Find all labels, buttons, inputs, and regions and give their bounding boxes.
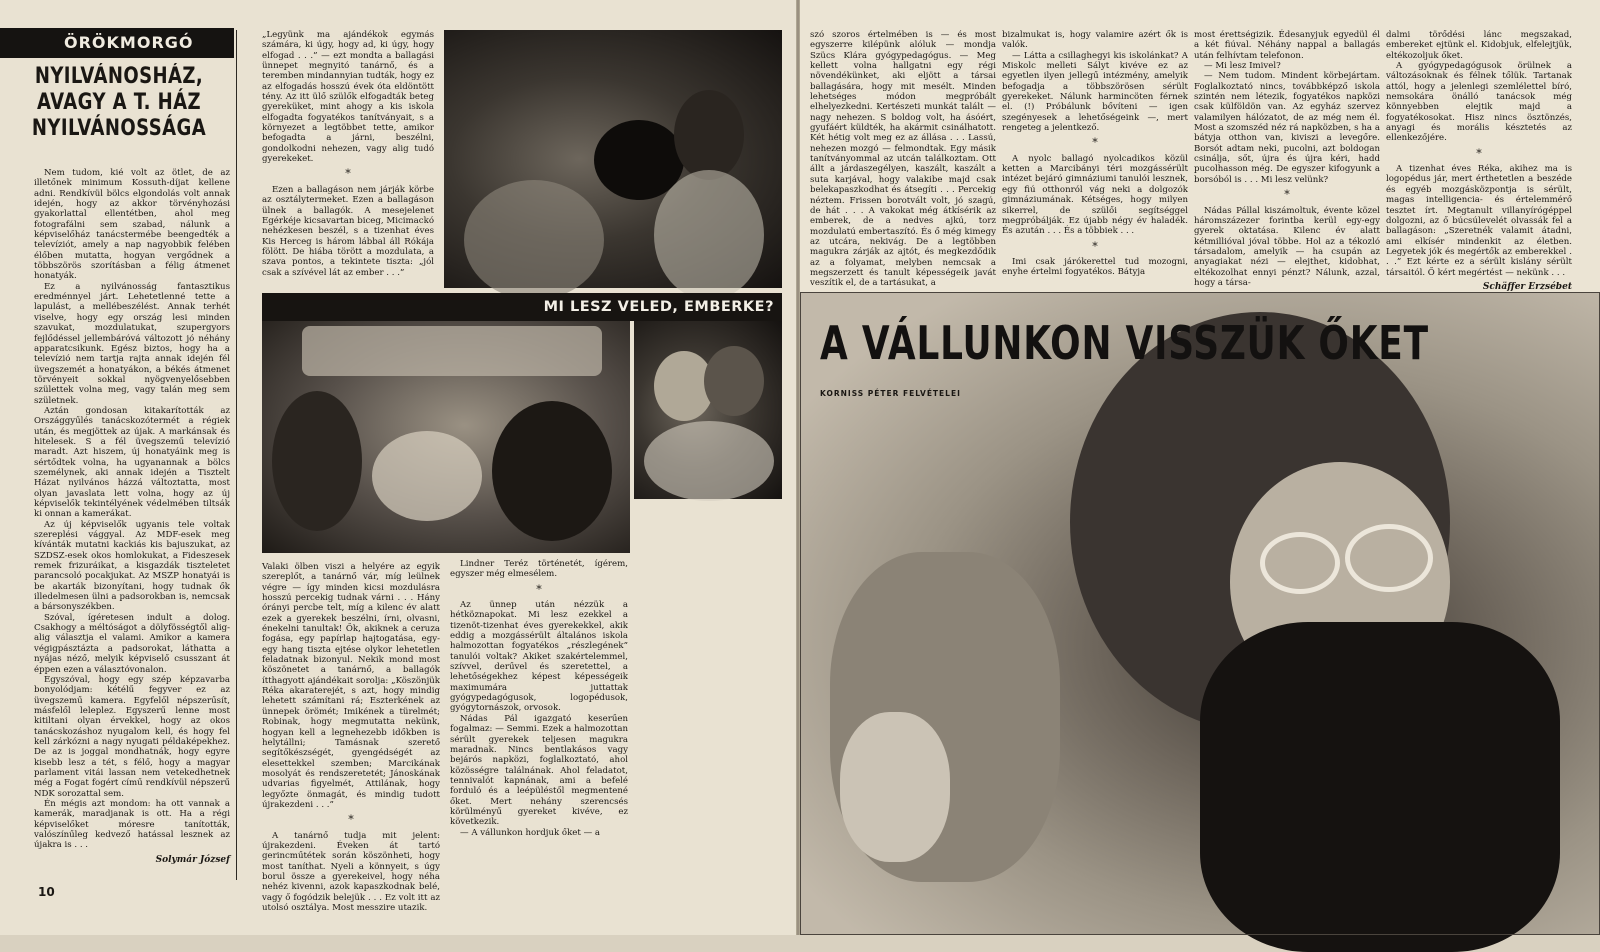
photo-figure: [272, 391, 362, 531]
photo-credit: KORNISS PÉTER FELVÉTELEI: [820, 389, 961, 398]
paragraph: Valaki ölben viszi a helyére az egyik szereplőt, a tanárnő vár, míg leülnek végre — így minden kicsi mozdulásra hosszú percekig tudnak várni . . . Hány órányi percbe telt, míg a kilenc év alatt ezek a gyerekek beszélni, írni, olvasni, énekelni tanultak! Ők, akiknek a ceruza fogása, egy papírlap hajtogatása, egy-egy hang tiszta ejtése olykor lehetetlen feladatnak bizonyul. Nekik mond most köszönetet a tanárnő, a ballagók ítthagyott ajándékait sorolja: „Köszönjük Réka akaraterejét, s azt, hogy mindig lehetett számítani rá; Eszterkének az ünnepek örömét; Imikének a türelmét; Robinak, hogy megmutatta nekünk, hogyan kell a legnehezebb időkben is helytállni; Tamásnak szerető segítőkészségét, gyengédségét az elesettekkel szemben; Marcikának mosolyát és rendszeretetét; Jánoskának udvarias figyelmét, Attilának, hogy legyőzte önmagát, és mindig tudott újrakezdeni . . .”: [262, 562, 440, 810]
column-rule: [236, 30, 237, 880]
author-signature: Schäffer Erzsébet: [1482, 281, 1572, 292]
section-star: *: [1092, 239, 1098, 253]
headline-line: NYILVÁNOSSÁGA: [31, 116, 207, 141]
paragraph: — Mi lesz Imivel?: [1204, 61, 1281, 72]
paragraph: szó szoros értelmében is — és most egyszerre kilépünk alóluk — mondja Szücs Klára gyógypedagógus. — Meg kellett volna hallgatni egy régi növendékünket, aki eljött a társai ballagására, hogy mit mesélt. Minden lehetséges módon megpróbált elhelyezkedni. Kertészeti munkát talált — nagy nehezen. S boldog volt, ha ásóért, gyufáért küldték, ha akármit csinálhatott. Két hétig volt meg ez az állása . . . Lassú, nehezen mozgó — felmondtak. Egy másik tanítványommal az utcán találkoztam. Ott állt a járdaszegélyen, kaszált, kaszált a suta karjával, hogy valakibe majd csak belekapaszkodhat és átsegíti . . . Percekig néztem. Frissen borotvált volt, jó szagú, de hát . . . A vakokat még átkísérik az emberek, de a nedves ajkú, torz mozdulatú embertaszító. És ő még kimegy az utcára, nekivág. De a legtöbben magukra zárják az ajtót, és megkezdődik az a folyamat, melyben nemcsak a megszerzett és tanult képességeik javát veszítik el, de a tartásukat, a: [810, 30, 996, 289]
paragraph: Az új képviselők ugyanis tele voltak szereplési vággyal. Az MDF-esek meg kívánták mutatni kackiás kis bajuszukat, az SZDSZ-esek okos homlokukat, a Fideszesek remek frizuráikat, a kisgazdák tiszteletet parancsoló pocakjukat. Az MSZP honatyái is be akarták bizonyítani, hogy tudnak ők illedelmesen ülni a padsorokban is, nemcsak a bársonyszékben.: [34, 519, 230, 613]
paragraph: Az ünnep után nézzük a hétköznapokat. Mi lesz ezekkel a tizenöt-tizenhat éves gyerekekkel, akik eddig a mozgássérült általános iskola halmozottan fogyatékos „részlegének” tanulói voltak? Akiket szakértelemmel, szívvel, derűvel és szeretettel, a lehetőségekhez képest képességeik maximumára juttattak gyógypedagógusok, logopédusok, gyógytornászok, orvosok.: [450, 600, 628, 714]
paragraph: A gyógypedagógusok örülnek a változásoknak és félnek tőlük. Tartanak attól, hogy a jelenlegi szemlélettel bíró, nemsokára önálló tanácsok még könnyebben elejtik majd a fogyatékosokat. Hisz nincs ösztönzés, anyagi és morális késztetés az ellenkezőjére.: [1386, 61, 1572, 144]
column-kicker: ÖRÖKMORGÓ: [0, 28, 234, 58]
right-page: [800, 0, 1600, 935]
paragraph: dalmi törődési lánc megszakad, embereket ejtünk el. Kidobjuk, elfelejtjük, eltékozoljuk őket.: [1386, 30, 1572, 61]
paragraph: Aztán gondosan kitakarították az Országgyűlés tanácskozótermét a régiek után, és megjöttek az újak. A markánsak és hitelesek. S a fél üvegszemű televízió maradt. Azt hiszem, új honatyáink meg is sértődtek volna, ha ugyanannak a bölcs személynek, aki annak idején a Tisztelt Házat nyilvános házzá változtatta, most olyan javaslata lett volna, hogy az új képviselők tekintélyének védelmében tiltsák ki onnan a kamerákat.: [34, 405, 230, 520]
paragraph: — Nem tudom. Mindent körbejártam. Foglalkoztató nincs, továbbképző iskola szintén nem létezik, fogyatékos napközi csak külföldön van. Az egyház szervez valamilyen hálózatot, de az még nem él. Most a szomszéd néz rá napközben, s ha a bátyja otthon van, kiviszi a levegőre. Borsót adtam neki, pucolni, azt boldogan csinálja, sőt, újra és újra kéri, hadd pucolhasson még. De egyszer kifogyunk a borsóból is . . . Mi lesz velünk?: [1194, 71, 1380, 185]
paragraph: — Látta a csillaghegyi kis iskolánkat? A Miskolc melleti Sályt kivéve ez az egyetlen ilyen jellegű intézmény, amelyik befogadja a többszörösen sérült gyerekeket. Nálunk harmincöten férnek el. (!) Próbálunk bővíteni — igen szegényesek a lehetőségeink —, mert rengeteg a jelentkező.: [1002, 50, 1188, 134]
paragraph: Ez a nyilvánosság fantasztikus eredménnyel járt. Lehetetlenné tette a lapulást, a mellébeszélést. Annak terhét viselve, hogy egy ország lesi minden szavukat, mozdulatukat, szupergyors fejlődéssel jellembáróvá változott jó néhány apparatcsikunk. Egész biztos, hogy ha a televízió nem tartja rajta annak idején fél üvegszemét a honatyákon, a békés átmenet törvényeit sokkal nyögvenyelősebben születtek volna meg, vagy talán meg sem születnek.: [34, 281, 230, 406]
article-column-2: [450, 507, 628, 882]
right-column-3: [1194, 30, 1380, 286]
photo-figure: [704, 346, 764, 416]
photo-figure: [654, 170, 764, 300]
article-column-1: [262, 562, 440, 913]
section-star: *: [345, 167, 351, 181]
headline-line: AVAGY A T. HÁZ: [36, 90, 202, 115]
right-column-1: [810, 30, 996, 289]
paragraph: A tizenhat éves Réka, akihez ma is logopédus jár, mert érthetetlen a beszéde és egyéb mozgásközpontja is sérült, magas intelligencia- és értelemmérő tesztet írt. Megtanult villanyírógéppel dolgozni, az ő búcsúlevelét olvassák fel a ballagáson: „Szeretnék valamit átadni, ami elkísér mindenkit az életben. Legyetek jók és megértők az emberekkel . . .” Ezt kérte ez a sérült kislány sérült társaitól. Ő kért megértést — nekünk . . .: [1386, 164, 1572, 278]
section-star: *: [536, 582, 542, 596]
paragraph: A nyolc ballagó nyolcadikos közül ketten a Marcibányi téri mozgássérült intézet bejáró gimnáziumi tanulói lesznek, egy fiú otthonról vág neki a dolgozók gimnáziumának. Kétséges, hogy milyen sikerrel, de szülői segítséggel megpróbálják. Ez újabb négy év haladék. És azután . . . És a többiek . . .: [1002, 153, 1188, 237]
opinion-headline: [28, 64, 210, 142]
feature-headline: A VÁLLUNKON VISSZÜK ŐKET: [820, 316, 1429, 370]
right-column-4: [1386, 30, 1572, 296]
paragraph: Én mégis azt mondom: ha ott vannak a kamerák, maradjanak is ott. Ha a régi képviselőket móresre tanították, valószínűleg kedvező hatással lesznek az újakra is . . .: [34, 798, 230, 851]
photo-kiss: [634, 321, 782, 499]
opinion-column-text: [34, 168, 230, 880]
paragraph: A tanárnő tudja mit jelent: újrakezdeni. Éveken át tartó gerincműtétek során köszönheti, hogy most taníthat. Nyeli a könnyeit, s úgy borul össze a gyerekeivel, hogy néha nehéz kivenni, azok kapaszkodnak belé, vagy ő fogódzik belejük . . . Ez volt itt az utolsó osztálya. Most messzire utazik.: [262, 830, 440, 913]
article-lead-column: [262, 30, 434, 288]
paragraph: Nádas Pál igazgató keserűen fogalmaz: — Semmi. Ezek a halmozottan sérült gyerekek teljesen magukra maradnak. Nincs bentlakásos vagy bejárós napközi, foglalkoztató, ahol közösségre találnának. Ahol feladatot, tennivalót kapnának, ami a befelé forduló és a leépüléstől megmentené őket. Mert nehány szerencsés körülményű gyereket kivéve, ez következik.: [450, 713, 628, 828]
paragraph: Nem tudom, kié volt az ötlet, de az illetőnek minimum Kossuth-díjat kellene adni. Rendkívül bölcs elgondolás volt annak idején, hogy az akkor törvényhozási gyakorlattal ellentétben, ahol meg fotografálni sem szabad, nálunk a képviselőház tanácstermébe beengedték a televíziót, amely a nap nagyobbik felében élőben mutatta, hogyan vergődnek a többszörös szorításban a félig átmenet honatyák.: [34, 168, 230, 282]
photo-figure: [644, 421, 774, 501]
section-star: *: [1092, 136, 1098, 150]
author-signature: Solymár József: [155, 854, 230, 865]
paragraph: — A vállunkon hordjuk őket — a: [460, 827, 601, 838]
section-star: *: [1476, 146, 1482, 160]
headline-line: NYILVÁNOSHÁZ,: [34, 64, 204, 89]
right-column-2: [1002, 30, 1188, 286]
paragraph: bizalmukat is, hogy valamire azért ők is valók.: [1002, 30, 1188, 51]
paragraph: Szóval, ígéretesen indult a dolog. Csakhogy a méltóságot a dölyfösségtől alig-alig választja el valami. Amikor a kamera végigpásztázta a padsorokat, láthatta a nyájas néző, melyik képviselő csusszant át éppen ezen a választóvonalon.: [34, 612, 230, 675]
paragraph: Imi csak járókerettel tud mozogni, enyhe értelmi fogyatékos. Bátyja: [1002, 256, 1188, 278]
lead-paragraph: „Legyünk ma ajándékok egymás számára, ki úgy, hogy ad, ki úgy, hogy elfogad . . .” — ezt mondta a ballagási ünnepet megnyitó tanárnő, és a teremben mindannyian tudták, hogy ez az elfogadás hosszú évek óta eldöntött tény. Az itt ülő szülők elfogadták beteg gyereküket, mint ahogy a kis iskola elfogadta fogyatékos tanítványait, s a környezet a legtöbbet tette, amikor befogadta a járni, beszélni, gondolkodni nehezen, vagy alig tudó gyerekeket.: [262, 30, 434, 165]
paragraph: most érettségizik. Édesanyjuk egyedül él a két fiúval. Néhány nappal a ballagás után felhívtam telefonon.: [1194, 30, 1380, 61]
page-number: 10: [38, 885, 55, 899]
section-star: *: [1284, 188, 1290, 202]
paragraph: Nádas Pállal kiszámoltuk, évente közel háromszázezer forintba kerül egy-egy gyerek oktatása. Kilenc év alatt kétmillióval jóval többe. Hol az a tékozló társadalom, amelyik — ha csupán az anyagiakat nézi — elejthet, kidobhat, eltékozolhat ennyi pénzt? Nálunk, azzal, hogy a társa-: [1194, 205, 1380, 288]
paragraph: Egyszóval, hogy egy szép képzavarba bonyolódjam: kétélű fegyver ez az üvegszemű kamera. Egyfelől népszerűsít, másfelől leleplez. Egyszerű lenne most kitiltani olyan érvekkel, hogy az okos tanácskozáshoz nyugalom kell, és hogy fel kell zárkózni a nagy nyugati példaképekhez. De az is joggal mondhatnák, hogy egyre kisebb lesz a tét, s félő, hogy a magyar parlament vitái lassan nem vetekedhetnek még a Fogat fogért című rendkívül népszerű NDK sorozattal sem.: [34, 674, 230, 799]
photo-figure: [674, 90, 744, 180]
photo-figure: [464, 180, 604, 300]
section-title: MI LESZ VELED, EMBERKE?: [543, 299, 774, 315]
section-star: *: [348, 813, 354, 827]
paragraph: Lindner Teréz történetét, ígérem, egyszer még elmesélem.: [450, 559, 628, 580]
photo-blackboard: [302, 326, 602, 376]
section-title-bar: [262, 293, 782, 321]
photo-embrace: [444, 30, 782, 288]
left-page: [0, 0, 796, 935]
paragraph: Ezen a ballagáson nem járják körbe az osztálytermeket. Ezen a ballagáson ülnek a ballagók. A mesejelenet Egérkéje kicsavartan biceg, Micimackó nehézkesen beszél, s a tizenhat éves Kis Herceg is három lábbal áll Rókája fölött. De hiába törött a mozdulata, a szava pontos, a tekintete tiszta: „jól csak a szívével lát az ember . . .”: [262, 184, 434, 278]
